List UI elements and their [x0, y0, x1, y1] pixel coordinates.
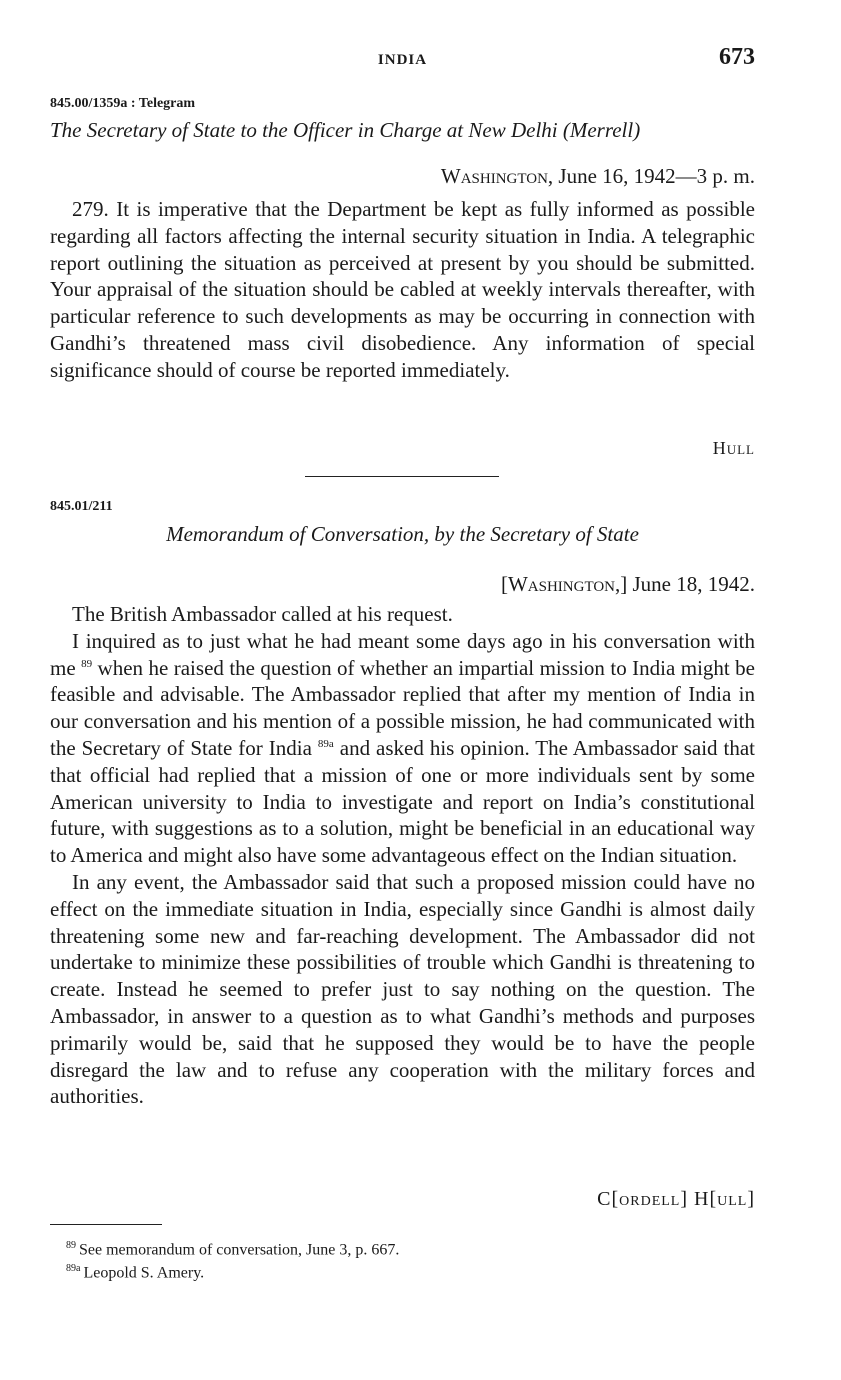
footnote-text: Leopold S. Amery.: [83, 1264, 205, 1282]
document-heading-1: [50, 118, 755, 143]
memo-text: when he raised the question of whether an impartial mission to India might be feasible and advisable. The Ambassador replied that after my mention of India in our conversation and his mention of a possible mission, he had communicated with the Secretary of State for India: [50, 655, 755, 760]
heading-name: Merrell: [569, 118, 634, 142]
footnote-89: [66, 1236, 746, 1259]
signature-2: C[ordell] H[ull]: [597, 1188, 755, 1210]
memorandum-body: [50, 601, 755, 1110]
dateline-1: [441, 164, 755, 189]
memo-text: and asked his opinion. The Ambassador said that that official had replied that a mission of one or more individuals sent by some American university to India to investigate and report on India’s constitutional future, with suggestions as to a solution, might be beneficial in an educational way to America and might also have some advantageous effect on the Indian situation.: [50, 735, 756, 868]
page-number: 673: [719, 44, 755, 70]
footnote-text: See memorandum of conversation, June 3, p. 667.: [79, 1241, 400, 1259]
file-number-2: 845.01/211: [50, 499, 113, 514]
document-heading-2: Memorandum of Conversation, by the Secretary of State: [166, 522, 639, 546]
heading-text: The Secretary of State to the Officer in Charge at New Delhi (: [50, 118, 570, 142]
file-number-1: 845.00/1359a : Telegram: [50, 96, 196, 111]
section-divider: [305, 476, 499, 477]
dateline-date: June 18, 1942.: [627, 572, 755, 596]
dateline-place: [Washington,]: [500, 572, 628, 596]
footnote-mark: 89a: [66, 1263, 81, 1275]
running-head: [50, 44, 755, 76]
memo-paragraph-3: In any event, the Ambassador said that such a proposed mission could have no effect on the immediate situation in India, especially since Gandhi is almost daily threatening some new and far-reaching development. The Ambassador did not undertake to minimize these possibilities of trouble which Gandhi is threatening to create. Instead he seemed to prefer just to say nothing on the question. The Ambassador, in answer to a question as to what Gandhi’s methods and purposes primarily would be, said that he supposed they would be to have the people disregard the law and to refuse any cooperation with the military forces and authorities.: [50, 869, 755, 1109]
running-title: INDIA: [377, 52, 428, 68]
footnote-mark: 89: [66, 1240, 76, 1251]
telegram-body: [50, 196, 755, 384]
memo-paragraph-1: The British Ambassador called at his request.: [72, 602, 453, 626]
dateline-place: Washington,: [440, 164, 554, 188]
memo-text: I inquired as to just what he had meant some days ago in his conversation with me: [50, 628, 755, 680]
dateline-date: June 16, 1942—3 p. m.: [553, 164, 755, 188]
memo-paragraph-2: [50, 628, 755, 869]
dateline-2: [501, 572, 755, 597]
heading-close: ): [633, 118, 641, 142]
footnote-ref-89a[interactable]: 89a: [317, 737, 334, 750]
footnote-rule: [50, 1224, 162, 1225]
footnote-ref-89[interactable]: 89: [81, 657, 93, 670]
footnotes: [66, 1236, 746, 1283]
telegram-paragraph: 279. It is imperative that the Department be kept as fully informed as possible regarding all factors affecting the internal security situation in India. A telegraphic report outlining the situation as perceived at present by you should be submitted. Your appraisal of the situation should be cabled at weekly intervals thereafter, with particular reference to such developments as may be occurring in connection with Gandhi’s threatened mass civil disobedience. Any information of special significance should of course be reported immediately.: [50, 197, 755, 382]
signature-1: Hull: [712, 438, 755, 458]
footnote-89a: [66, 1259, 746, 1282]
